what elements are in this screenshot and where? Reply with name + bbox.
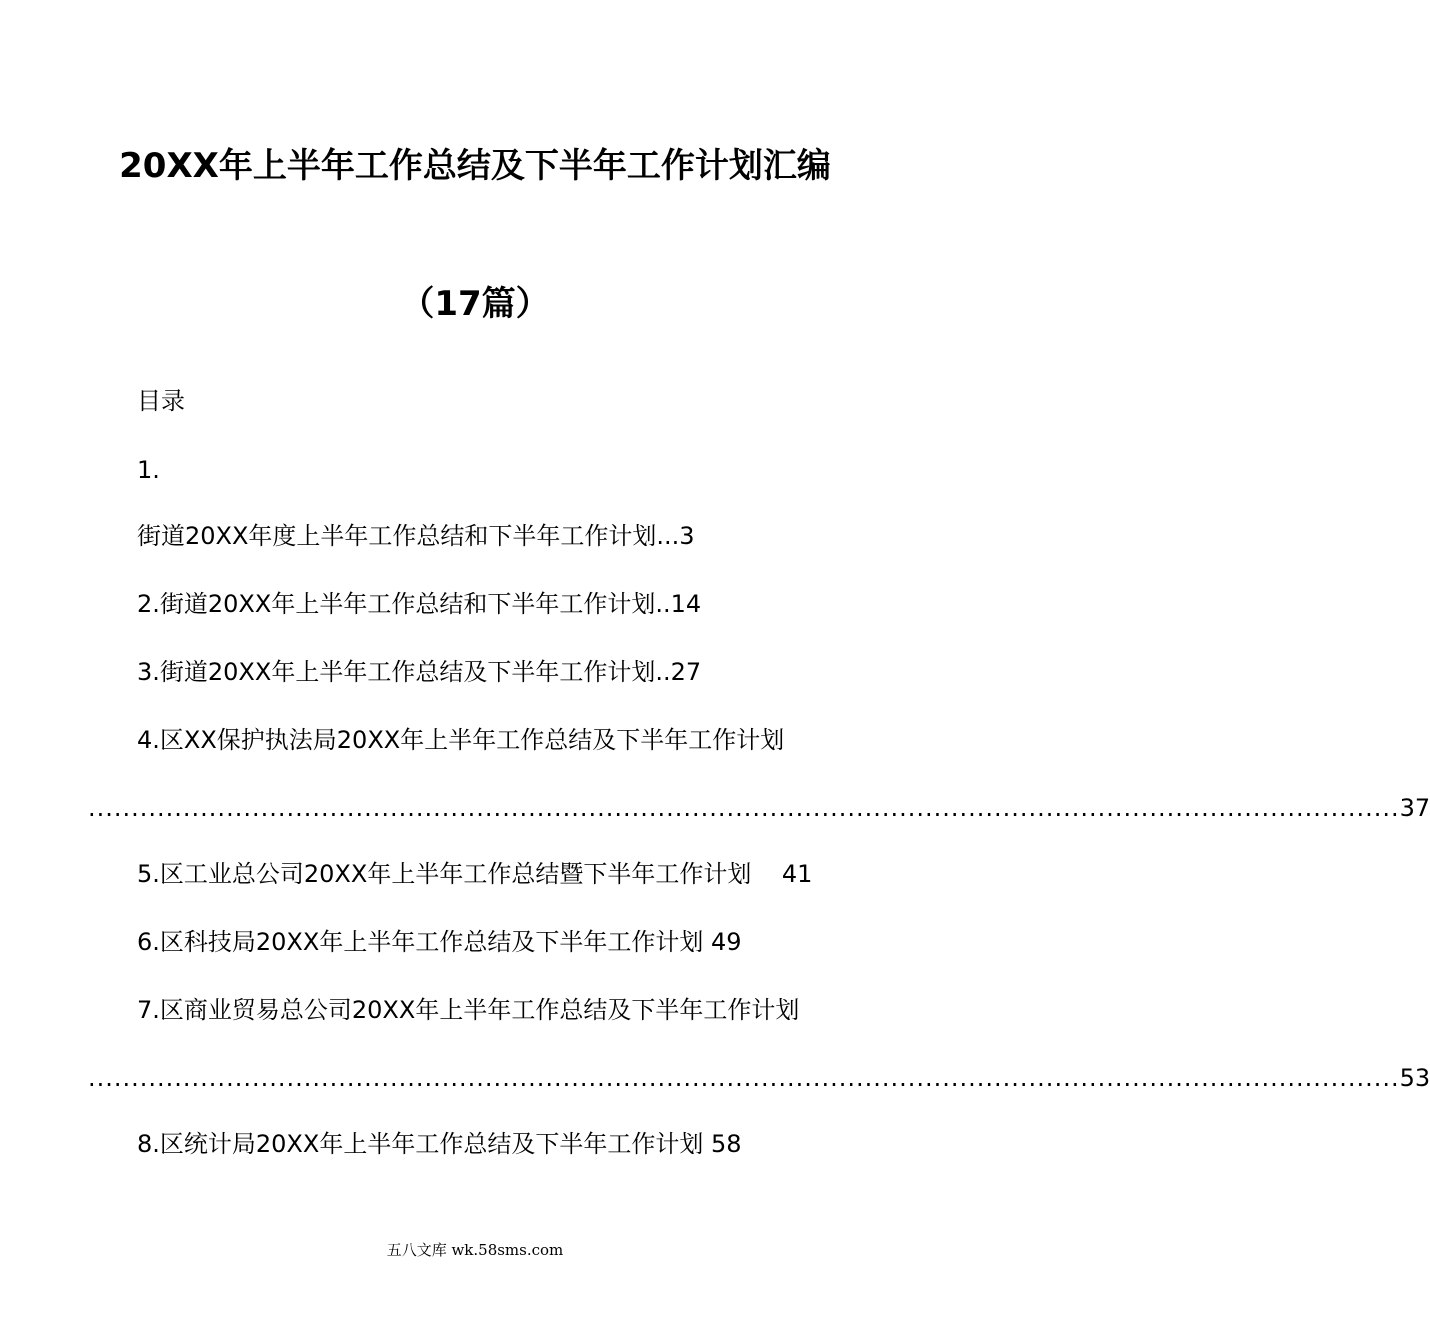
toc-entry-7-page: 53 <box>1399 1064 1430 1092</box>
toc-heading: 目录 <box>137 387 185 415</box>
toc-entry-6: 6.区科技局20XX年上半年工作总结及下半年工作计划 49 <box>137 928 742 956</box>
toc-entry-7: 7.区商业贸易总公司20XX年上半年工作总结及下半年工作计划 <box>137 996 800 1024</box>
toc-entry-1-text: 街道20XX年度上半年工作总结和下半年工作计划...3 <box>137 522 695 550</box>
toc-entry-2: 2.街道20XX年上半年工作总结和下半年工作计划..14 <box>137 590 702 618</box>
toc-entry-1-number: 1. <box>137 456 160 484</box>
toc-entry-4-page: 37 <box>1399 794 1430 822</box>
toc-entry-4-leader-line <box>88 793 1430 823</box>
toc-entry-4: 4.区XX保护执法局20XX年上半年工作总结及下半年工作计划 <box>137 726 785 754</box>
page-footer: 五八文库 wk.58sms.com <box>386 1241 564 1259</box>
toc-entry-3: 3.街道20XX年上半年工作总结及下半年工作计划..27 <box>137 658 702 686</box>
toc-entry-8: 8.区统计局20XX年上半年工作总结及下半年工作计划 58 <box>137 1130 742 1158</box>
document-subtitle: （17篇） <box>400 284 550 324</box>
document-title: 20XX年上半年工作总结及下半年工作计划汇编 <box>119 146 831 186</box>
toc-entry-5: 5.区工业总公司20XX年上半年工作总结暨下半年工作计划 41 <box>137 860 813 888</box>
dot-leader: ........................................................................................................................................................ <box>88 1064 1400 1092</box>
dot-leader: ........................................................................................................................................................ <box>88 794 1400 822</box>
toc-entry-7-leader-line <box>88 1063 1430 1093</box>
